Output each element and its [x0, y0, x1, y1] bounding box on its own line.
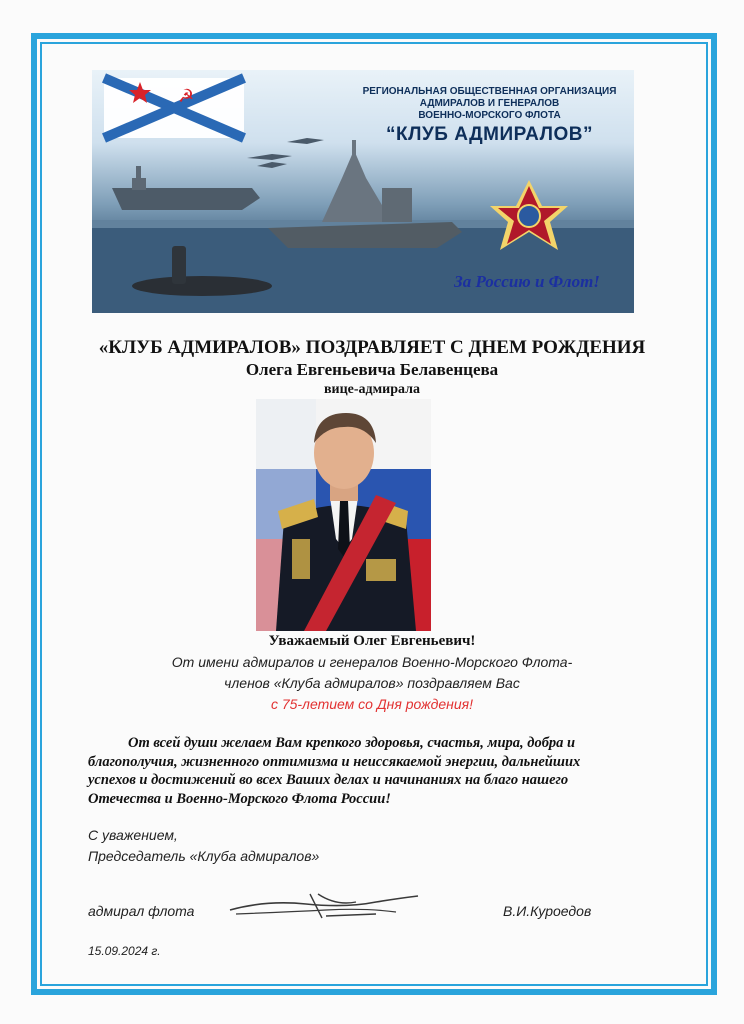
congrats-title: «КЛУБ АДМИРАЛОВ» ПОЗДРАВЛЯЕТ С ДНЕМ РОЖДЕНИЯ	[98, 337, 646, 358]
signer-rank: адмирал флота	[88, 903, 195, 919]
club-name: “КЛУБ АДМИРАЛОВ”	[386, 124, 593, 145]
salutation: Уважаемый Олег Евгеньевич!	[268, 633, 476, 649]
document-date: 15.09.2024 г.	[88, 944, 161, 958]
handwritten-signature	[226, 890, 421, 922]
honoree-name: Олега Евгеньевича Белавенцева	[245, 360, 499, 379]
greeting-line-1: От имени адмиралов и генералов Военно-Морского Флота-	[171, 654, 573, 670]
organization-name	[347, 86, 632, 122]
org-line-2: АДМИРАЛОВ И ГЕНЕРАЛОВ	[419, 98, 560, 109]
org-line-1: РЕГИОНАЛЬНАЯ ОБЩЕСТВЕННАЯ ОРГАНИЗАЦИЯ	[362, 86, 617, 97]
anniversary-line: с 75-летием со Дня рождения!	[270, 696, 474, 712]
motto: За Россию и Флот!	[454, 272, 600, 291]
signer-name: В.И.Куроедов	[503, 903, 592, 919]
wishes-line-1	[88, 734, 656, 753]
wishes-line-1-text: От всей души желаем Вам крепкого здоровья, счастья, мира, добра и	[128, 735, 576, 751]
wishes-line-4: Отечества и Военно-Морского Флота России!	[88, 790, 391, 807]
portrait-illustration	[256, 399, 431, 631]
naval-flag-icon	[104, 78, 244, 138]
org-line-3: ВОЕННО-МОРСКОГО ФЛОТА	[418, 110, 561, 121]
svg-text:☭: ☭	[178, 86, 195, 107]
honoree-rank: вице-адмирала	[323, 382, 421, 397]
aircraft-icon	[247, 138, 324, 168]
cruiser-icon	[268, 140, 462, 248]
portrait-photo	[256, 399, 431, 631]
regards: С уважением,	[88, 827, 178, 843]
chairman-position: Председатель «Клуба адмиралов»	[88, 848, 320, 864]
wishes-line-3: успехов и достижений во всех Ваших делах и начинаниях на благо нашего	[88, 772, 569, 789]
wishes-line-2: благополучия, жизненного оптимизма и неиссякаемой энергии, дальнейших	[88, 753, 581, 770]
header-banner	[92, 70, 634, 313]
wishes-paragraph	[88, 734, 656, 808]
aircraft-carrier-icon	[112, 166, 260, 210]
greeting-line-2: членов «Клуба адмиралов» поздравляем Вас	[224, 675, 520, 691]
